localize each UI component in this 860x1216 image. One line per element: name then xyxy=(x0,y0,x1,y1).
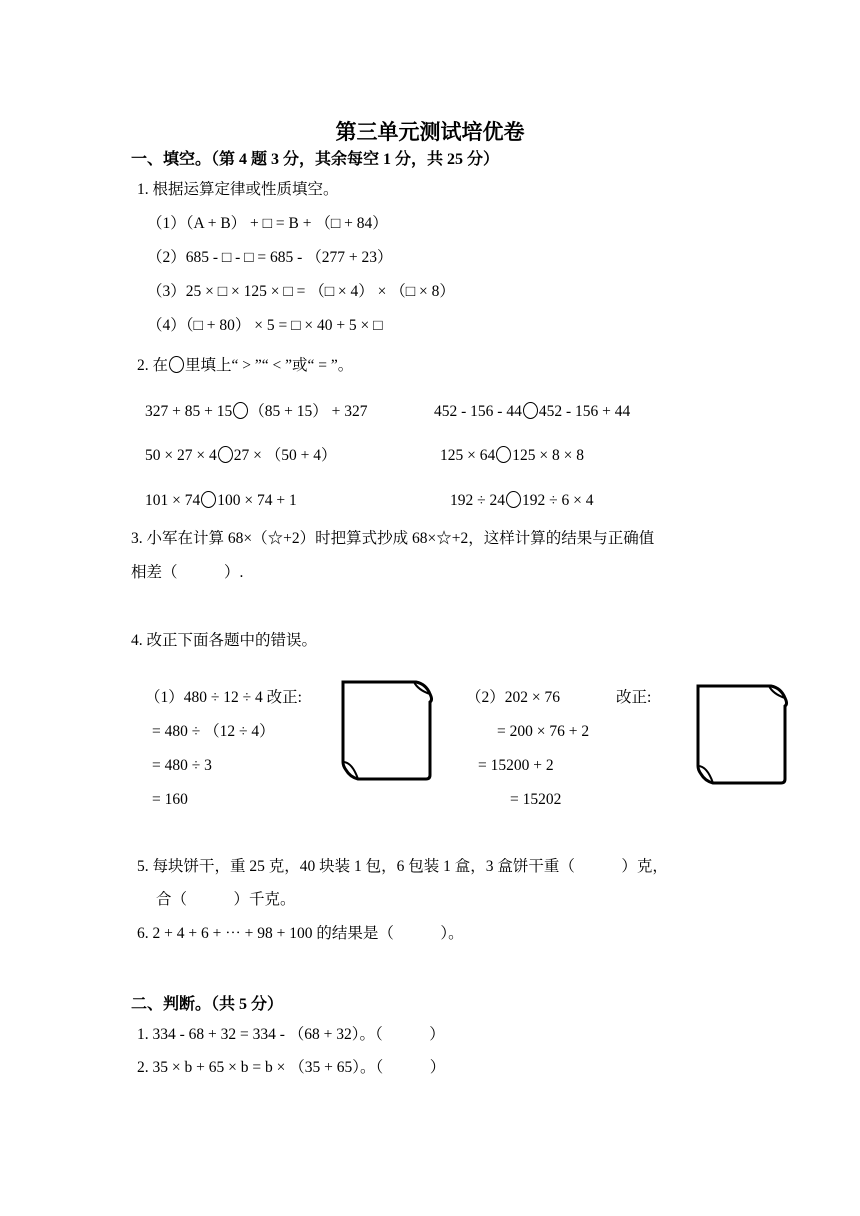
q4-right-line: = 15202 xyxy=(510,791,562,808)
q6: 6. 2 + 4 + 6 + ⋯ + 98 + 100 的结果是（ ）。 xyxy=(137,925,464,942)
answer-circle[interactable] xyxy=(201,491,216,508)
answer-circle[interactable] xyxy=(523,402,538,419)
q1-item-4: （4）（□ + 80） × 5 = □ × 40 + 5 × □ xyxy=(147,317,383,334)
compare-item: 327 + 85 + 15 （85 + 15） + 327 xyxy=(145,403,368,420)
q4-right-head: （2）202 × 76 xyxy=(466,689,560,706)
judge-item-1: 1. 334 - 68 + 32 = 334 - （68 + 32）。（ ） xyxy=(137,1026,445,1043)
q3-line-2: 相差（ ）. xyxy=(131,564,244,581)
q4-right-line: = 15200 + 2 xyxy=(478,757,554,774)
q3-line-1: 3. 小军在计算 68×（☆+2）时把算式抄成 68×☆+2，这样计算的结果与正确值 xyxy=(131,530,655,547)
compare-item: 50 × 27 × 4 27 × （50 + 4） xyxy=(145,447,337,464)
section-1-heading: 一、填空。（第 4 题 3 分，其余每空 1 分，共 25 分） xyxy=(131,151,500,168)
section-2-heading: 二、判断。（共 5 分） xyxy=(131,996,284,1013)
compare-item: 452 - 156 - 44 452 - 156 + 44 xyxy=(434,403,631,420)
correction-box[interactable] xyxy=(693,684,791,786)
page-title: 第三单元测试培优卷 xyxy=(335,120,525,144)
answer-circle[interactable] xyxy=(506,491,521,508)
q1-stem: 1. 根据运算定律或性质填空。 xyxy=(137,181,339,198)
q4-left-line: = 480 ÷ 3 xyxy=(152,757,212,774)
q4-right-line: = 200 × 76 + 2 xyxy=(497,723,590,740)
q1-item-2: （2）685 - □ - □ = 685 - （277 + 23） xyxy=(147,249,393,266)
q4-stem: 4. 改正下面各题中的错误。 xyxy=(131,632,318,649)
blank-circle-icon xyxy=(169,356,184,373)
q4-left-line: = 480 ÷ （12 ÷ 4） xyxy=(152,723,275,740)
q1-item-3: （3）25 × □ × 125 × □ = （□ × 4） × （□ × 8） xyxy=(147,283,455,300)
q2-stem: 2. 在 里填上“ > ”“ < ”或“ = ”。 xyxy=(137,357,354,374)
answer-circle[interactable] xyxy=(496,446,511,463)
q5-line-1: 5. 每块饼干，重 25 克，40 块装 1 包，6 包装 1 盒，3 盒饼干重（ ）克， xyxy=(137,858,668,875)
q4-left-line: = 160 xyxy=(152,791,188,808)
q5-line-2: 合（ ）千克。 xyxy=(156,891,296,908)
answer-circle[interactable] xyxy=(233,402,248,419)
q4-left-head: （1）480 ÷ 12 ÷ 4 改正: xyxy=(145,689,302,706)
correction-box[interactable] xyxy=(338,680,436,782)
judge-item-2: 2. 35 × b + 65 × b = b × （35 + 65）。（ ） xyxy=(137,1059,446,1076)
compare-item: 101 × 74 100 × 74 + 1 xyxy=(145,492,297,509)
q4-right-fix-label: 改正: xyxy=(616,689,652,706)
answer-circle[interactable] xyxy=(218,446,233,463)
compare-item: 125 × 64 125 × 8 × 8 xyxy=(440,447,584,464)
compare-item: 192 ÷ 24 192 ÷ 6 × 4 xyxy=(450,492,594,509)
q1-item-1: （1）（A + B） + □ = B + （□ + 84） xyxy=(147,215,388,232)
